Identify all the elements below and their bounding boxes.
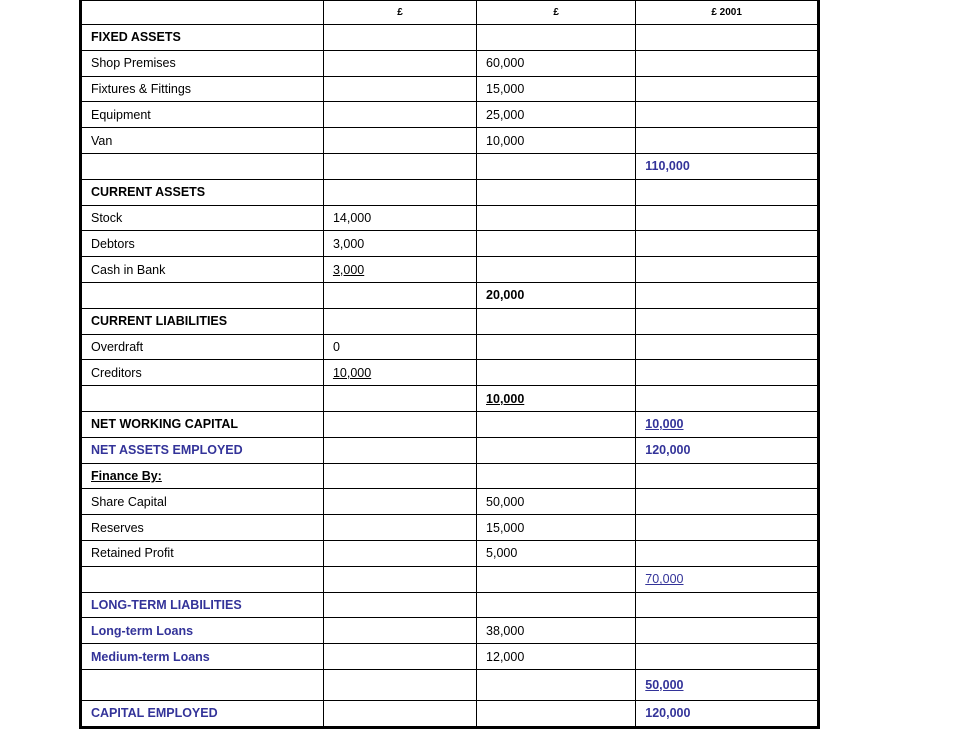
balance-sheet-table: [79, 0, 820, 729]
table-cell: [323, 669, 476, 700]
table-cell: [323, 566, 476, 592]
net-assets-employed-label: NET ASSETS EMPLOYED: [81, 437, 324, 463]
table-cell: [636, 128, 819, 154]
row-label: Equipment: [81, 102, 324, 128]
capital-employed-label: CAPITAL EMPLOYED: [81, 700, 324, 727]
table-cell: 0: [323, 334, 476, 360]
table-cell: [636, 592, 819, 618]
table-cell: 50,000: [477, 489, 636, 515]
table-cell: [477, 411, 636, 437]
table-cell: [477, 700, 636, 727]
table-row: [81, 128, 819, 154]
row-label: [81, 282, 324, 308]
header-row: [81, 0, 819, 25]
table-cell: [323, 50, 476, 76]
net-working-capital-value: 10,000: [636, 411, 819, 437]
row-label: Share Capital: [81, 489, 324, 515]
table-cell: [477, 592, 636, 618]
row-label: [81, 669, 324, 700]
table-cell: [477, 566, 636, 592]
table-cell: 60,000: [477, 50, 636, 76]
table-row: [81, 437, 819, 463]
row-label: Long-term Loans: [81, 618, 324, 644]
row-label: Retained Profit: [81, 540, 324, 566]
table-row: [81, 334, 819, 360]
section-heading-current-liabilities: CURRENT LIABILITIES: [81, 308, 324, 334]
table-row: [81, 618, 819, 644]
table-row: [81, 102, 819, 128]
table-cell: [477, 360, 636, 386]
row-label: Creditors: [81, 360, 324, 386]
table-cell: [323, 308, 476, 334]
table-cell: [323, 282, 476, 308]
row-label: Fixtures & Fittings: [81, 76, 324, 102]
table-cell: 5,000: [477, 540, 636, 566]
table-row: [81, 463, 819, 489]
table-cell: [323, 128, 476, 154]
table-cell: [323, 540, 476, 566]
table-cell: [477, 205, 636, 231]
table-cell: [636, 386, 819, 412]
table-cell: [477, 25, 636, 51]
table-cell: [636, 257, 819, 283]
row-label: [81, 153, 324, 179]
table-cell: [477, 257, 636, 283]
table-cell: [323, 153, 476, 179]
header-cell-label: [81, 0, 324, 25]
table-cell: [323, 386, 476, 412]
table-cell: [323, 76, 476, 102]
table-cell: [636, 540, 819, 566]
table-cell: [636, 25, 819, 51]
capital-employed-value: 120,000: [636, 700, 819, 727]
table-cell: [477, 153, 636, 179]
table-cell: 10,000: [323, 360, 476, 386]
table-cell: [636, 179, 819, 205]
header-cell-currency-1: £: [323, 0, 476, 25]
table-cell: [636, 50, 819, 76]
row-label: Cash in Bank: [81, 257, 324, 283]
table-cell: [477, 334, 636, 360]
row-label: Reserves: [81, 515, 324, 541]
table-cell: [636, 489, 819, 515]
table-cell: [477, 308, 636, 334]
table-row: [81, 308, 819, 334]
table-row: [81, 231, 819, 257]
table-row: [81, 700, 819, 727]
section-heading-current-assets: CURRENT ASSETS: [81, 179, 324, 205]
table-row: [81, 205, 819, 231]
row-label: Debtors: [81, 231, 324, 257]
table-row: [81, 644, 819, 670]
table-cell: [636, 102, 819, 128]
header-cell-currency-2001: £ 2001: [636, 0, 819, 25]
table-row: [81, 411, 819, 437]
table-cell: [477, 463, 636, 489]
table-cell: [477, 231, 636, 257]
table-cell: [323, 618, 476, 644]
net-working-capital-label: NET WORKING CAPITAL: [81, 411, 324, 437]
table-cell: 25,000: [477, 102, 636, 128]
row-label: Stock: [81, 205, 324, 231]
table-row: [81, 153, 819, 179]
row-label: Van: [81, 128, 324, 154]
table-cell: [323, 700, 476, 727]
current-assets-total: 20,000: [477, 282, 636, 308]
table-cell: [636, 205, 819, 231]
table-cell: [477, 437, 636, 463]
header-cell-currency-2: £: [477, 0, 636, 25]
table-cell: [477, 179, 636, 205]
equity-total: 70,000: [636, 566, 819, 592]
table-cell: [323, 179, 476, 205]
row-label: Medium-term Loans: [81, 644, 324, 670]
table-cell: [636, 334, 819, 360]
fixed-assets-total: 110,000: [636, 153, 819, 179]
table-row: [81, 76, 819, 102]
table-cell: [636, 231, 819, 257]
table-cell: [636, 644, 819, 670]
table-cell: 3,000: [323, 231, 476, 257]
table-cell: [636, 308, 819, 334]
table-row: [81, 50, 819, 76]
table-row: [81, 540, 819, 566]
table-row: [81, 179, 819, 205]
table-cell: [323, 489, 476, 515]
net-assets-employed-value: 120,000: [636, 437, 819, 463]
table-cell: [323, 515, 476, 541]
table-cell: [323, 102, 476, 128]
table-cell: [323, 411, 476, 437]
table-row: [81, 25, 819, 51]
section-heading-finance-by: Finance By:: [81, 463, 324, 489]
table-cell: [636, 360, 819, 386]
table-cell: [477, 669, 636, 700]
table-cell: [636, 463, 819, 489]
row-label: [81, 386, 324, 412]
table-cell: 15,000: [477, 515, 636, 541]
current-liabilities-total: 10,000: [477, 386, 636, 412]
table-row: [81, 257, 819, 283]
table-cell: 10,000: [477, 128, 636, 154]
table-cell: [323, 437, 476, 463]
table-cell: [636, 282, 819, 308]
table-cell: 14,000: [323, 205, 476, 231]
table-row: [81, 489, 819, 515]
table-row: [81, 282, 819, 308]
table-row: [81, 515, 819, 541]
table-cell: [323, 644, 476, 670]
section-heading-fixed-assets: FIXED ASSETS: [81, 25, 324, 51]
table-cell: [636, 515, 819, 541]
table-row: [81, 566, 819, 592]
table-row: [81, 669, 819, 700]
table-cell: 12,000: [477, 644, 636, 670]
row-label: Overdraft: [81, 334, 324, 360]
table-cell: 15,000: [477, 76, 636, 102]
table-cell: 38,000: [477, 618, 636, 644]
section-heading-long-term-liabilities: LONG-TERM LIABILITIES: [81, 592, 324, 618]
table-cell: [323, 25, 476, 51]
table-row: [81, 592, 819, 618]
table-cell: [636, 618, 819, 644]
row-label: Shop Premises: [81, 50, 324, 76]
table-row: [81, 386, 819, 412]
table-cell: [636, 76, 819, 102]
liabilities-total: 50,000: [636, 669, 819, 700]
table-cell: 3,000: [323, 257, 476, 283]
table-cell: [323, 592, 476, 618]
row-label: [81, 566, 324, 592]
table-cell: [323, 463, 476, 489]
table-row: [81, 360, 819, 386]
